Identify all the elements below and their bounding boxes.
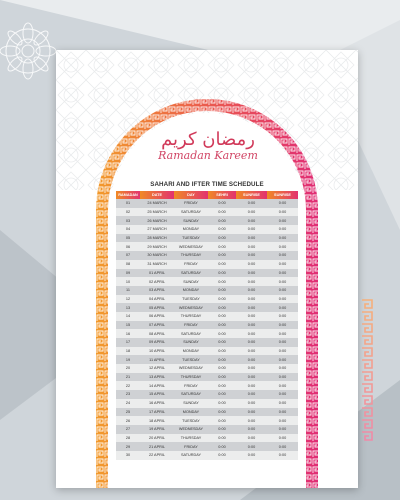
cell-weekday: WEDNESDAY xyxy=(174,242,208,251)
cell-sehri-time: 0:00 xyxy=(208,234,236,243)
cell-sunrise-time: 0:00 xyxy=(236,355,267,364)
cell-sunrise-time-2: 0:00 xyxy=(267,208,298,217)
table-row xyxy=(116,303,298,312)
cell-weekday: SATURDAY xyxy=(174,208,208,217)
table-row xyxy=(116,321,298,330)
cell-weekday: MONDAY xyxy=(174,408,208,417)
table-row xyxy=(116,355,298,364)
cell-sehri-time: 0:00 xyxy=(208,399,236,408)
cell-ramadan-day: 02 xyxy=(116,208,140,217)
table-row xyxy=(116,208,298,217)
cell-sunrise-time: 0:00 xyxy=(236,321,267,330)
cell-weekday: MONDAY xyxy=(174,225,208,234)
cell-sunrise-time: 0:00 xyxy=(236,399,267,408)
cell-weekday: SATURDAY xyxy=(174,329,208,338)
table-row xyxy=(116,295,298,304)
cell-ramadan-day: 14 xyxy=(116,312,140,321)
table-row xyxy=(116,434,298,443)
cell-sehri-time: 0:00 xyxy=(208,408,236,417)
cell-date: 12 APRIL xyxy=(140,364,174,373)
cell-ramadan-day: 11 xyxy=(116,286,140,295)
cell-sunrise-time: 0:00 xyxy=(236,269,267,278)
table-row xyxy=(116,225,298,234)
schedule-table xyxy=(116,191,298,460)
cell-sunrise-time: 0:00 xyxy=(236,251,267,260)
cell-weekday: FRIDAY xyxy=(174,199,208,208)
table-row xyxy=(116,312,298,321)
cell-weekday: SUNDAY xyxy=(174,399,208,408)
cell-sunrise-time: 0:00 xyxy=(236,373,267,382)
cell-date: 11 APRIL xyxy=(140,355,174,364)
table-row xyxy=(116,329,298,338)
col-header-sunrise-2: SUNRISE xyxy=(267,191,298,199)
cell-date: 03 APRIL xyxy=(140,286,174,295)
side-ornament xyxy=(360,298,374,448)
cell-sunrise-time: 0:00 xyxy=(236,225,267,234)
cell-ramadan-day: 24 xyxy=(116,399,140,408)
cell-sehri-time: 0:00 xyxy=(208,390,236,399)
cell-sunrise-time-2: 0:00 xyxy=(267,329,298,338)
cell-sunrise-time-2: 0:00 xyxy=(267,347,298,356)
cell-weekday: FRIDAY xyxy=(174,260,208,269)
cell-sunrise-time-2: 0:00 xyxy=(267,373,298,382)
col-header-sehri: SEHRI xyxy=(208,191,236,199)
cell-sunrise-time-2: 0:00 xyxy=(267,355,298,364)
table-header-row xyxy=(116,191,298,199)
cell-sunrise-time: 0:00 xyxy=(236,408,267,417)
cell-date: 17 APRIL xyxy=(140,408,174,417)
cell-sehri-time: 0:00 xyxy=(208,286,236,295)
cell-sunrise-time: 0:00 xyxy=(236,425,267,434)
cell-sunrise-time-2: 0:00 xyxy=(267,390,298,399)
cell-sehri-time: 0:00 xyxy=(208,208,236,217)
cell-date: 14 APRIL xyxy=(140,381,174,390)
cell-date: 19 APRIL xyxy=(140,425,174,434)
cell-ramadan-day: 17 xyxy=(116,338,140,347)
cell-sehri-time: 0:00 xyxy=(208,260,236,269)
mandala-ornament xyxy=(0,6,56,96)
cell-ramadan-day: 08 xyxy=(116,260,140,269)
cell-ramadan-day: 04 xyxy=(116,225,140,234)
cell-weekday: FRIDAY xyxy=(174,321,208,330)
cell-date: 07 APRIL xyxy=(140,321,174,330)
cell-ramadan-day: 25 xyxy=(116,408,140,417)
cell-ramadan-day: 16 xyxy=(116,329,140,338)
cell-weekday: FRIDAY xyxy=(174,381,208,390)
cell-date: 30 MARCH xyxy=(140,251,174,260)
cell-date: 31 MARCH xyxy=(140,260,174,269)
cell-sehri-time: 0:00 xyxy=(208,451,236,460)
cell-sunrise-time: 0:00 xyxy=(236,295,267,304)
schedule-poster xyxy=(56,50,358,488)
schedule-title: SAHARI AND IFTER TIME SCHEDULE xyxy=(150,181,264,188)
table-row xyxy=(116,199,298,208)
cell-sunrise-time-2: 0:00 xyxy=(267,364,298,373)
cell-sehri-time: 0:00 xyxy=(208,416,236,425)
cell-ramadan-day: 05 xyxy=(116,234,140,243)
cell-weekday: SUNDAY xyxy=(174,338,208,347)
table-row xyxy=(116,442,298,451)
cell-date: 29 MARCH xyxy=(140,242,174,251)
cell-date: 06 APRIL xyxy=(140,312,174,321)
cell-sunrise-time: 0:00 xyxy=(236,277,267,286)
cell-ramadan-day: 01 xyxy=(116,199,140,208)
cell-sunrise-time-2: 0:00 xyxy=(267,451,298,460)
cell-weekday: FRIDAY xyxy=(174,442,208,451)
cell-sunrise-time-2: 0:00 xyxy=(267,303,298,312)
cell-sunrise-time: 0:00 xyxy=(236,451,267,460)
cell-ramadan-day: 29 xyxy=(116,442,140,451)
cell-sunrise-time: 0:00 xyxy=(236,234,267,243)
table-row xyxy=(116,416,298,425)
cell-sehri-time: 0:00 xyxy=(208,277,236,286)
cell-sunrise-time: 0:00 xyxy=(236,208,267,217)
cell-ramadan-day: 07 xyxy=(116,251,140,260)
cell-sunrise-time: 0:00 xyxy=(236,416,267,425)
table-row xyxy=(116,242,298,251)
cell-date: 13 APRIL xyxy=(140,373,174,382)
cell-sunrise-time-2: 0:00 xyxy=(267,338,298,347)
cell-date: 08 APRIL xyxy=(140,329,174,338)
cell-sunrise-time: 0:00 xyxy=(236,216,267,225)
cell-ramadan-day: 22 xyxy=(116,381,140,390)
cell-weekday: TUESDAY xyxy=(174,295,208,304)
cell-sehri-time: 0:00 xyxy=(208,338,236,347)
cell-date: 02 APRIL xyxy=(140,277,174,286)
cell-sunrise-time-2: 0:00 xyxy=(267,399,298,408)
col-header-ramadan: RAMADAN xyxy=(116,191,140,199)
cell-sunrise-time-2: 0:00 xyxy=(267,286,298,295)
schedule-body xyxy=(116,199,298,460)
cell-weekday: WEDNESDAY xyxy=(174,303,208,312)
cell-sunrise-time-2: 0:00 xyxy=(267,381,298,390)
cell-weekday: TUESDAY xyxy=(174,416,208,425)
cell-sehri-time: 0:00 xyxy=(208,425,236,434)
cell-weekday: SUNDAY xyxy=(174,216,208,225)
table-row xyxy=(116,451,298,460)
table-row xyxy=(116,390,298,399)
cell-sehri-time: 0:00 xyxy=(208,303,236,312)
table-row xyxy=(116,408,298,417)
cell-sehri-time: 0:00 xyxy=(208,364,236,373)
cell-sunrise-time: 0:00 xyxy=(236,381,267,390)
cell-ramadan-day: 12 xyxy=(116,295,140,304)
cell-sunrise-time: 0:00 xyxy=(236,364,267,373)
cell-date: 18 APRIL xyxy=(140,416,174,425)
cell-sunrise-time: 0:00 xyxy=(236,329,267,338)
table-row xyxy=(116,234,298,243)
cell-sehri-time: 0:00 xyxy=(208,355,236,364)
cell-date: 20 APRIL xyxy=(140,434,174,443)
cell-sunrise-time-2: 0:00 xyxy=(267,234,298,243)
table-row xyxy=(116,338,298,347)
cell-ramadan-day: 13 xyxy=(116,303,140,312)
cell-sunrise-time-2: 0:00 xyxy=(267,416,298,425)
cell-weekday: WEDNESDAY xyxy=(174,364,208,373)
cell-weekday: SUNDAY xyxy=(174,277,208,286)
cell-date: 01 APRIL xyxy=(140,269,174,278)
cell-date: 09 APRIL xyxy=(140,338,174,347)
cell-sunrise-time: 0:00 xyxy=(236,347,267,356)
cell-weekday: WEDNESDAY xyxy=(174,425,208,434)
cell-sunrise-time: 0:00 xyxy=(236,199,267,208)
table-row xyxy=(116,425,298,434)
table-row xyxy=(116,286,298,295)
cell-sunrise-time: 0:00 xyxy=(236,260,267,269)
cell-sunrise-time-2: 0:00 xyxy=(267,312,298,321)
cell-ramadan-day: 06 xyxy=(116,242,140,251)
cell-sehri-time: 0:00 xyxy=(208,312,236,321)
table-row xyxy=(116,269,298,278)
cell-ramadan-day: 28 xyxy=(116,434,140,443)
cell-sehri-time: 0:00 xyxy=(208,442,236,451)
cell-date: 10 APRIL xyxy=(140,347,174,356)
cell-sunrise-time-2: 0:00 xyxy=(267,242,298,251)
cell-ramadan-day: 21 xyxy=(116,373,140,382)
table-row xyxy=(116,251,298,260)
table-row xyxy=(116,364,298,373)
cell-ramadan-day: 09 xyxy=(116,269,140,278)
cell-date: 15 APRIL xyxy=(140,390,174,399)
cell-sehri-time: 0:00 xyxy=(208,373,236,382)
cell-weekday: TUESDAY xyxy=(174,234,208,243)
cell-sunrise-time-2: 0:00 xyxy=(267,277,298,286)
cell-sehri-time: 0:00 xyxy=(208,199,236,208)
cell-weekday: SATURDAY xyxy=(174,269,208,278)
table-row xyxy=(116,347,298,356)
cell-sehri-time: 0:00 xyxy=(208,347,236,356)
cell-sunrise-time: 0:00 xyxy=(236,286,267,295)
cell-sunrise-time: 0:00 xyxy=(236,303,267,312)
cell-ramadan-day: 15 xyxy=(116,321,140,330)
cell-sehri-time: 0:00 xyxy=(208,216,236,225)
cell-sehri-time: 0:00 xyxy=(208,295,236,304)
table-row xyxy=(116,260,298,269)
cell-ramadan-day: 10 xyxy=(116,277,140,286)
cell-sunrise-time: 0:00 xyxy=(236,312,267,321)
cell-sunrise-time-2: 0:00 xyxy=(267,295,298,304)
cell-sunrise-time: 0:00 xyxy=(236,390,267,399)
cell-date: 27 MARCH xyxy=(140,225,174,234)
cell-ramadan-day: 18 xyxy=(116,347,140,356)
cell-weekday: THURSDAY xyxy=(174,251,208,260)
cell-sunrise-time-2: 0:00 xyxy=(267,216,298,225)
cell-ramadan-day: 27 xyxy=(116,425,140,434)
cell-ramadan-day: 26 xyxy=(116,416,140,425)
cell-sunrise-time-2: 0:00 xyxy=(267,225,298,234)
cell-sunrise-time-2: 0:00 xyxy=(267,260,298,269)
cell-sunrise-time-2: 0:00 xyxy=(267,199,298,208)
cell-sehri-time: 0:00 xyxy=(208,329,236,338)
table-row xyxy=(116,216,298,225)
cell-weekday: MONDAY xyxy=(174,347,208,356)
cell-sunrise-time-2: 0:00 xyxy=(267,434,298,443)
cell-sehri-time: 0:00 xyxy=(208,269,236,278)
cell-sunrise-time-2: 0:00 xyxy=(267,251,298,260)
cell-ramadan-day: 30 xyxy=(116,451,140,460)
cell-ramadan-day: 23 xyxy=(116,390,140,399)
cell-sunrise-time: 0:00 xyxy=(236,242,267,251)
cell-date: 04 APRIL xyxy=(140,295,174,304)
col-header-sunrise: SUNRISE xyxy=(236,191,267,199)
cell-date: 28 MARCH xyxy=(140,234,174,243)
arabic-title: رمضان كريم xyxy=(161,129,255,150)
cell-weekday: THURSDAY xyxy=(174,434,208,443)
cell-sunrise-time-2: 0:00 xyxy=(267,425,298,434)
cell-sunrise-time-2: 0:00 xyxy=(267,321,298,330)
table-row xyxy=(116,373,298,382)
cell-sehri-time: 0:00 xyxy=(208,434,236,443)
cell-date: 22 APRIL xyxy=(140,451,174,460)
cell-date: 21 APRIL xyxy=(140,442,174,451)
cell-date: 25 MARCH xyxy=(140,208,174,217)
cell-weekday: THURSDAY xyxy=(174,312,208,321)
cell-sehri-time: 0:00 xyxy=(208,321,236,330)
cell-date: 16 APRIL xyxy=(140,399,174,408)
cell-sunrise-time: 0:00 xyxy=(236,434,267,443)
cell-sehri-time: 0:00 xyxy=(208,381,236,390)
cell-sunrise-time: 0:00 xyxy=(236,442,267,451)
cell-weekday: MONDAY xyxy=(174,286,208,295)
cell-ramadan-day: 20 xyxy=(116,364,140,373)
cell-sehri-time: 0:00 xyxy=(208,225,236,234)
cell-sunrise-time-2: 0:00 xyxy=(267,408,298,417)
ramadan-kareem-title: Ramadan Kareem xyxy=(158,149,258,162)
col-header-date: DATE xyxy=(140,191,174,199)
cell-date: 26 MARCH xyxy=(140,216,174,225)
cell-weekday: TUESDAY xyxy=(174,355,208,364)
cell-weekday: SATURDAY xyxy=(174,451,208,460)
table-row xyxy=(116,399,298,408)
poster-header xyxy=(148,130,268,162)
cell-weekday: SATURDAY xyxy=(174,390,208,399)
cell-sunrise-time-2: 0:00 xyxy=(267,442,298,451)
cell-date: 24 MARCH xyxy=(140,199,174,208)
table-row xyxy=(116,381,298,390)
cell-sehri-time: 0:00 xyxy=(208,251,236,260)
cell-weekday: THURSDAY xyxy=(174,373,208,382)
col-header-day: DAY xyxy=(174,191,208,199)
cell-sunrise-time-2: 0:00 xyxy=(267,269,298,278)
cell-ramadan-day: 19 xyxy=(116,355,140,364)
cell-date: 05 APRIL xyxy=(140,303,174,312)
cell-sehri-time: 0:00 xyxy=(208,242,236,251)
table-row xyxy=(116,277,298,286)
cell-sunrise-time: 0:00 xyxy=(236,338,267,347)
cell-ramadan-day: 03 xyxy=(116,216,140,225)
